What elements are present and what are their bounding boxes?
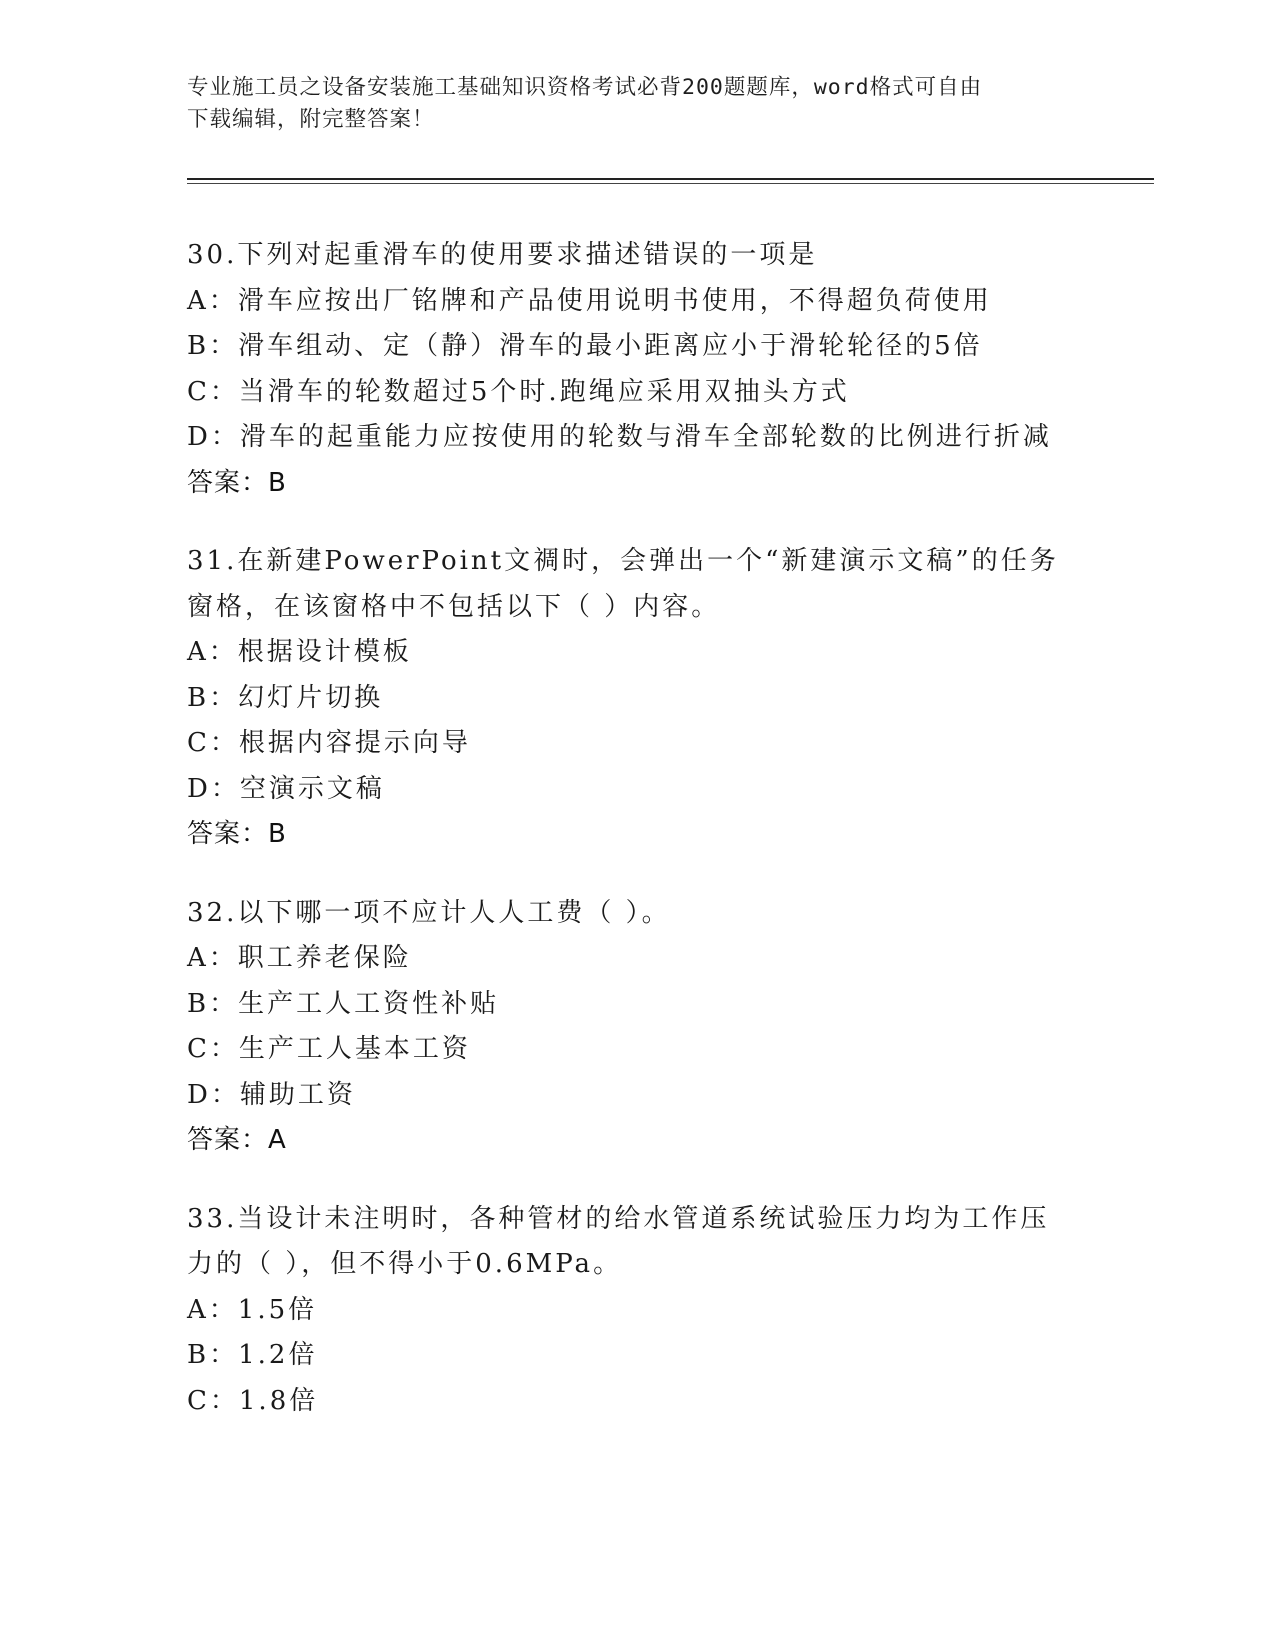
option-b: B：滑车组动、定（静）滑车的最小距离应小于滑轮轮径的5倍: [187, 331, 983, 361]
header-rule-thick: [187, 178, 1154, 180]
header-line-1: 专业施工员之设备安装施工基础知识资格考试必背200题题库，word格式可自由: [187, 75, 983, 100]
option-d: D：辅助工资: [187, 1079, 356, 1110]
option-b: B：生产工人工资性补贴: [187, 988, 500, 1019]
option-a: A：滑车应按出厂铭牌和产品使用说明书使用，不得超负荷使用: [187, 285, 992, 316]
question-list: [187, 233, 1087, 1457]
option-a: A：职工养老保险: [187, 943, 412, 973]
option-c: C：1.8倍: [187, 1385, 319, 1416]
question-stem: 32.以下哪一项不应计人人工费（ ）。: [187, 897, 671, 928]
option-b: B：幻灯片切换: [187, 682, 384, 713]
question-30: [187, 233, 1087, 506]
option-d: D：滑车的起重能力应按使用的轮数与滑车全部轮数的比例进行折减: [187, 422, 1052, 452]
question-32: [187, 891, 1087, 1164]
question-33: [187, 1197, 1087, 1425]
question-stem: 31.在新建PowerPoint文禂时，会弹出一个“新建演示文稿”的任务窗格，在该窗格中不包括以下（ ）内容。: [187, 546, 1059, 622]
header-rule-thin: [187, 183, 1154, 184]
option-a: A：根据设计模板: [187, 637, 412, 667]
document-header: [187, 72, 1087, 136]
answer: 答案：A: [187, 1125, 287, 1155]
question-stem: 30.下列对起重滑车的使用要求描述错误的一项是: [187, 240, 818, 270]
answer: 答案：B: [187, 819, 287, 849]
option-a: A：1.5倍: [187, 1294, 318, 1325]
option-c: C：根据内容提示向导: [187, 728, 471, 758]
question-31: [187, 539, 1087, 858]
option-b: B：1.2倍: [187, 1340, 318, 1370]
header-line-2: 下载编辑，附完整答案！: [187, 107, 435, 132]
option-c: C：当滑车的轮数超过5个时.跑绳应采用双抽头方式: [187, 376, 850, 407]
answer: 答案：B: [187, 467, 287, 498]
option-d: D：空演示文稿: [187, 773, 385, 804]
option-c: C：生产工人基本工资: [187, 1034, 471, 1064]
question-stem: 33.当设计未注明时，各种管材的给水管道系统试验压力均为工作压力的（ ），但不得小于0.6MPa。: [187, 1203, 1050, 1279]
